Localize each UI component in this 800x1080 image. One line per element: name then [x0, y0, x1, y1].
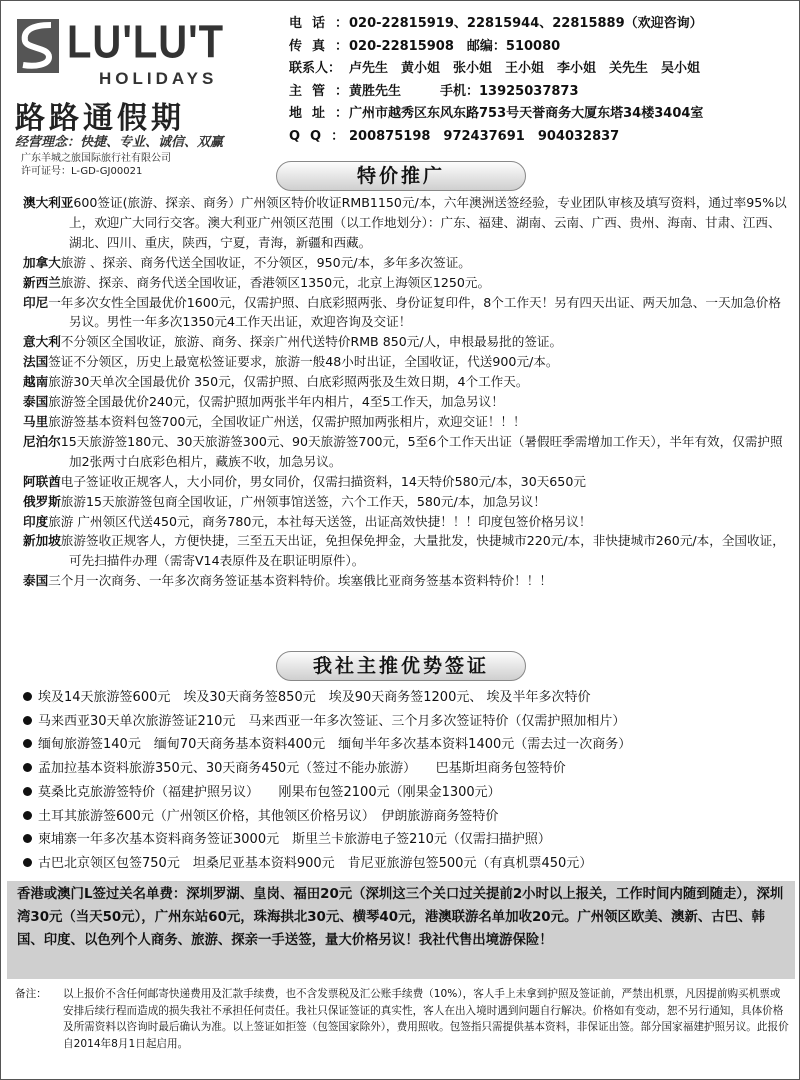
- logo-holidays: HOLIDAYS: [99, 69, 218, 88]
- list-item: [23, 412, 787, 432]
- list-item: [23, 253, 787, 273]
- contact-row-phone: [289, 13, 795, 36]
- list-item: [23, 781, 783, 805]
- item-text: 柬埔寨一年多次基本资料商务签证3000元 斯里兰卡旅游电子签210元（仅需扫描护照）: [38, 832, 551, 848]
- item-text: 旅游签基本资料包签700元，全国收证广州送，仅需护照加两张相片，欢迎交证！！！: [48, 413, 526, 429]
- list-item: [23, 193, 787, 253]
- country-name: 法国: [23, 354, 49, 370]
- list-item: [23, 805, 783, 829]
- item-text: 马来西亚30天单次旅游签证210元 马来西亚一年多次签证、三个月多次签证特价（仅需护照加相片）: [38, 713, 626, 729]
- list-item: [23, 273, 787, 293]
- bullet-icon: [23, 811, 32, 820]
- promo-section-title: 特价推广: [276, 161, 526, 191]
- list-item: [23, 332, 787, 352]
- country-name: 新加坡: [23, 533, 61, 549]
- item-text: 三个月一次商务、一年多次商务签证基本资料特价。埃塞俄比亚商务签基本资料特价！！！: [48, 573, 552, 589]
- featured-list: [23, 686, 783, 876]
- country-name: 越南: [23, 374, 49, 390]
- item-text: 不分领区全国收证，旅游、商务、探亲广州代送特价RMB 850元/人，申根最易批的签证。: [60, 334, 563, 350]
- license-number: 许可证号：L-GD-GJ00021: [21, 166, 143, 177]
- list-item: [23, 472, 787, 492]
- logo-brand-cn: 路路通假期: [15, 101, 185, 136]
- item-text: 莫桑比克旅游签特价（福建护照另议） 刚果布包签2100元（刚果金1300元）: [38, 784, 501, 800]
- contact-row-people: [289, 58, 795, 81]
- country-name: 印度: [23, 513, 49, 529]
- list-item: [23, 710, 783, 734]
- list-item: [23, 828, 783, 852]
- bullet-icon: [23, 787, 32, 796]
- item-text: 15天旅游签180元、30天旅游签300元、90天旅游签700元，5至6个工作天出证（暑假旺季需增加工作天），半年有效，仅需护照加2张两寸白底彩色相片，藏族不收，加急另议。: [60, 433, 783, 469]
- list-item: [23, 686, 783, 710]
- item-text: 旅游 广州领区代送450元，商务780元，本社每天送签，出证高效快捷！！！印度包签价格另议！: [48, 513, 592, 529]
- item-text: 旅游30天单次全国最优价 350元，仅需护照、白底彩照两张及生效日期，4个工作天。: [48, 374, 529, 390]
- country-name: 加拿大: [23, 254, 61, 270]
- bullet-icon: [23, 692, 32, 701]
- country-name: 尼泊尔: [23, 433, 61, 449]
- remarks-text: 以上报价不含任何邮寄快递费用及汇款手续费，也不含发票税及汇公账手续费（10%），客人手上未拿到护照及签证前，严禁出机票，凡因提前购买机票或安排后续行程而造成的损失我社不承担任何责任。我社只保证签证的真实性，客人在出入境时遇到问题自行解决。价格如有变动，恕不另行通知，具体价格及所需资料以咨询时最后确认为准。以上签证如拒签（包签国家除外），费用照收。包签指只需提供基本资料，非保证出签。部分国家福建护照另议。此报价自2014年8月1日起启用。: [63, 988, 789, 1050]
- manager-value: 黄胜先生 手机：13925037873: [349, 83, 579, 99]
- contact-block: [289, 13, 795, 148]
- promo-list: [23, 193, 787, 591]
- lulut-s-logo-icon: [17, 19, 59, 73]
- hk-macau-fee-box: [7, 881, 795, 979]
- featured-section-title: 我社主推优势签证: [276, 651, 526, 681]
- bullet-icon: [23, 716, 32, 725]
- list-item: [23, 733, 783, 757]
- remarks: [15, 986, 791, 1052]
- bullet-icon: [23, 763, 32, 772]
- list-item: [23, 512, 787, 532]
- contact-label: 主管：: [289, 83, 359, 99]
- list-item: [23, 757, 783, 781]
- list-item: [23, 352, 787, 372]
- company-info: [21, 152, 171, 178]
- country-name: 意大利: [23, 334, 61, 350]
- phone-value: 020-22815919、22815944、22815889（欢迎咨询）: [349, 16, 703, 31]
- item-text: 旅游签收正规客人，方便快捷，三至五天出证，免担保免押金，大量批发，快捷城市220元/本，非快捷城市260元/本，全国收证，可先扫描件办理（需寄V14表原件及在职证明原件）。: [60, 533, 785, 569]
- country-name: 阿联酋: [23, 473, 61, 489]
- country-name: 泰国: [23, 573, 49, 589]
- item-text: 旅游、探亲、商务代送全国收证，香港领区1350元，北京上海领区1250元。: [60, 274, 491, 290]
- contact-label: QQ：: [289, 128, 355, 144]
- list-item: [23, 392, 787, 412]
- country-name: 马里: [23, 413, 49, 429]
- country-name: 俄罗斯: [23, 493, 61, 509]
- logo-brand-en: LU'LU'T: [67, 17, 225, 68]
- bullet-icon: [23, 858, 32, 867]
- list-item: [23, 571, 787, 591]
- qq-value: 200875198 972437691 904032837: [349, 128, 620, 144]
- item-text: 600签证(旅游、探亲、商务）广州领区特价收证RMB1150元/本，六年澳洲送签经验，专业团队审核及填写资料，通过率95%以上，欢迎广大同行交客。澳大利亚广州领区范围（以工作地划分）：广东、福建、湖南、云南、广西、贵州、海南、甘肃、江西、湖北、四川、重庆，陕西，宁夏，青海，新疆和西藏。: [69, 195, 787, 250]
- company-name: 广东羊城之旅国际旅行社有限公司: [21, 153, 171, 164]
- item-text: 旅游15天旅游签包商全国收证，广州领事馆送签，六个工作天，580元/本，加急另议！: [60, 493, 546, 509]
- fax-value: 020-22815908 邮编：510080: [349, 38, 561, 54]
- item-text: 古巴北京领区包签750元 坦桑尼亚基本资料900元 肯尼亚旅游包签500元（有真机票450元）: [38, 855, 593, 871]
- remarks-label: 备注：: [15, 988, 47, 1000]
- contact-label: 联系人：: [289, 61, 342, 76]
- item-text: 旅游签全国最优价240元，仅需护照加两张半年内相片，4至5工作天，加急另议！: [48, 394, 504, 410]
- contact-people-value: 卢先生 黄小姐 张小姐 王小姐 李小姐 关先生 吴小姐: [349, 61, 701, 76]
- bullet-icon: [23, 739, 32, 748]
- contact-row-qq: [289, 126, 795, 149]
- item-text: 土耳其旅游签600元（广州领区价格，其他领区价格另议） 伊朗旅游商务签特价: [38, 808, 499, 824]
- item-text: 一年多次女性全国最优价1600元，仅需护照、白底彩照两张、身份证复印件，8个工作天！另有四天出证、两天加急、一天加急价格另议。男性一年多次1350元4工作天出证，欢迎咨询及交证！: [48, 294, 781, 330]
- item-text: 电子签证收正规客人，大小同价，男女同价，仅需扫描资料，14天特价580元/本，30天650元: [60, 473, 586, 489]
- item-text: 缅甸旅游签140元 缅甸70天商务基本资料400元 缅甸半年多次基本资料1400元（需去过一次商务）: [38, 737, 632, 753]
- list-item: [23, 432, 787, 472]
- contact-row-fax: [289, 36, 795, 59]
- bullet-icon: [23, 834, 32, 843]
- list-item: [23, 293, 787, 333]
- item-text: 埃及14天旅游签600元 埃及30天商务签850元 埃及90天商务签1200元、 埃及半年多次特价: [38, 690, 591, 705]
- contact-label: 电话：: [289, 16, 359, 31]
- item-text: 孟加拉基本资料旅游350元、30天商务450元（签过不能办旅游） 巴基斯坦商务包签特价: [38, 761, 566, 777]
- business-motto: 经营理念：快捷、专业、诚信、双赢: [15, 135, 224, 150]
- contact-label: 传真：: [289, 38, 359, 54]
- country-name: 泰国: [23, 394, 49, 410]
- contact-label: 地址：: [289, 106, 359, 121]
- contact-row-address: [289, 103, 795, 126]
- country-name: 澳大利亚: [23, 195, 74, 210]
- item-text: 旅游 、探亲、商务代送全国收证，不分领区，950元/本，多年多次签证。: [60, 254, 471, 270]
- list-item: [23, 852, 783, 876]
- address-value: 广州市越秀区东风东路753号天誉商务大厦东塔34楼3404室: [349, 106, 704, 121]
- list-item: [23, 492, 787, 512]
- contact-row-manager: [289, 81, 795, 104]
- country-name: 新西兰: [23, 274, 61, 290]
- logo: [11, 9, 283, 149]
- hk-macau-fee-text: 香港或澳门L签过关名单费：深圳罗湖、皇岗、福田20元（深圳这三个关口过关提前2小时以上报关，工作时间内随到随走），深圳湾30元（当天50元），广州东站60元，珠海拱北30元、横琴40元，港澳联游名单加收20元。广州领区欧美、澳新、古巴、韩国、印度、以色列个人商务、旅游、探亲一手送签，量大价格另议！我社代售出境游保险！: [17, 887, 784, 949]
- item-text: 签证不分领区，历史上最宽松签证要求，旅游一般48小时出证，全国收证，代送900元/本。: [48, 354, 559, 370]
- list-item: [23, 531, 787, 571]
- list-item: [23, 372, 787, 392]
- country-name: 印尼: [23, 294, 49, 310]
